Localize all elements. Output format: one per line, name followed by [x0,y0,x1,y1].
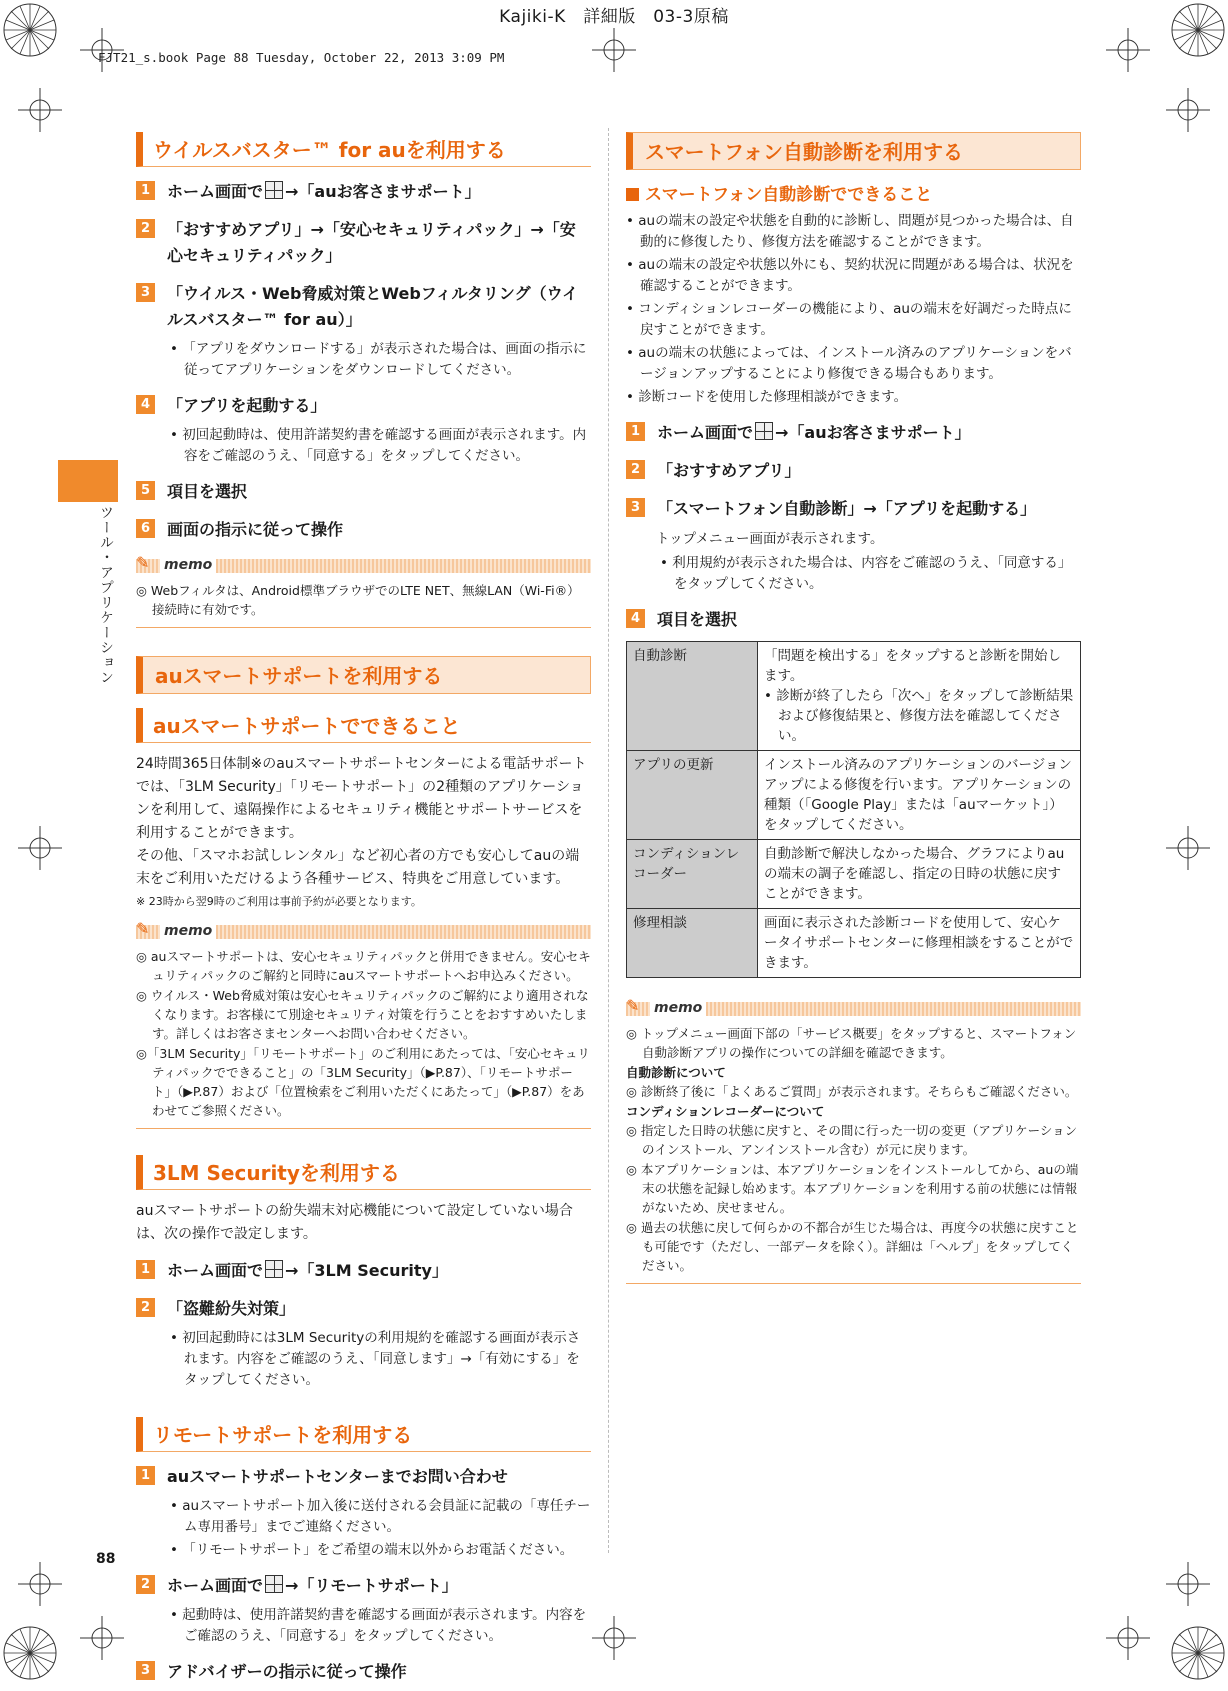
table-key: 自動診断 [627,642,758,751]
step-bullet: • 起動時は、使用許諾契約書を確認する画面が表示されます。内容をご確認のうえ、「同意する」をタップしてください。 [170,1607,587,1644]
right-column [626,132,1081,1296]
feature-bullet: • auの端末の状態によっては、インストール済みのアプリケーションをバージョンアップすることにより修復できる場合もあります。 [626,345,1072,382]
memo-item: ◎ 本アプリケーションは、本アプリケーションをインストールしてから、auの端末の状態を記録し始めます。本アプリケーションを利用する前の状態には情報がないため、戻せません。 [626,1162,1079,1215]
registration-mark-bottom-left [2,1625,58,1681]
crosshair-mark-right-upper [1166,88,1210,132]
step [136,517,591,543]
step-number: 2 [136,1575,155,1594]
feature-bullet: • auの端末の設定や状態を自動的に診断し、問題が見つかった場合は、自動的に修復したり、修復方法を確認することができます。 [626,213,1074,250]
memo-item: ◎「3LM Security」「リモートサポート」のご利用にあたっては、「安心セキュリティパックでできること」の「3LM Security」（▶P.87）、「リモートサポート」（▶P.87）および「位置検索をご利用いただくにあたって」（▶P.87）をあわせてご参照ください。 [136,1046,590,1118]
step-number: 4 [136,395,155,414]
step-number: 3 [626,498,645,517]
crosshair-mark-top-right [1106,28,1150,72]
pencil-icon: ✎ [136,919,150,938]
section-title-remote-support: リモートサポートを利用する [136,1417,591,1452]
step-number: 2 [626,460,645,479]
memo-header: ✎ memo [136,923,591,943]
column-divider [608,128,609,1553]
step-number: 1 [136,1260,155,1279]
step-text: ホーム画面で →「auお客さまサポート」 [167,182,481,201]
step-number: 3 [136,283,155,302]
step [136,1296,591,1322]
feature-bullet: • 診断コードを使用した修理相談ができます。 [626,389,908,405]
step-bullet: • 利用規約が表示された場合は、内容をご確認のうえ、「同意する」をタップしてください。 [660,555,1072,592]
memo-item: ◎ トップメニュー画面下部の「サービス概要」をタップすると、スマートフォン自動診断アプリの操作についての詳細を確認できます。 [626,1026,1077,1060]
step [136,217,591,269]
step-number: 2 [136,219,155,238]
table-row [627,909,1081,978]
subsection-title: スマートフォン自動診断でできること [626,180,1081,205]
section-title-au-smart-support: auスマートサポートを利用する [136,656,591,694]
step [626,496,1081,522]
step-number: 2 [136,1298,155,1317]
crosshair-mark-top-left [80,28,124,72]
section-title-3lm-security: 3LM Securityを利用する [136,1155,591,1190]
registration-mark-top-right [1170,2,1226,58]
memo-subheading: コンディションレコーダーについて [626,1104,825,1119]
step-text: 項目を選択 [657,610,738,629]
step-number: 1 [626,422,645,441]
step [626,420,1081,446]
options-table [626,641,1081,978]
feature-bullet: • auの端末の設定や状態以外にも、契約状況に問題がある場合は、状況を確認することができます。 [626,257,1074,294]
table-row [627,840,1081,909]
table-key: 修理相談 [627,909,758,978]
page-number: 88 [96,1551,116,1567]
step [136,281,591,333]
crosshair-mark-bottom-center [592,1616,636,1660]
step [626,458,1081,484]
crosshair-mark-bottom-left [80,1616,124,1660]
step-text: 「おすすめアプリ」→「安心セキュリティパック」→「安心セキュリティパック」 [167,220,576,265]
table-value: 自動診断で解決しなかった場合、グラフによりauの端末の調子を確認し、指定の日時の状態に戻すことができます。 [758,840,1081,909]
chapter-tab-label: ツール・アプリケーション [98,505,114,685]
table-value: インストール済みのアプリケーションのバージョンアップによる修復を行います。アプリケーションの種類（「Google Play」または「auマーケット」）をタップしてください。 [758,751,1081,840]
step [136,1258,591,1284]
document-title: Kajiki-K 詳細版 03-3原稿 [499,7,729,27]
step-number: 1 [136,1466,155,1485]
table-row [627,642,1081,751]
step [136,1464,591,1490]
memo-subheading: 自動診断について [626,1065,726,1080]
body-text: その他、「スマホお試しレンタル」など初心者の方でも安心してauの端末をご利用いただけるよう各種サービス、特典をご用意しています。 [136,848,580,887]
step-text: ホーム画面で →「3LM Security」 [167,1261,448,1280]
step-bullet: • 「アプリをダウンロードする」が表示された場合は、画面の指示に従ってアプリケーションをダウンロードしてください。 [170,341,587,378]
step-number: 4 [626,609,645,628]
step-number: 5 [136,481,155,500]
memo-item: ◎ ウイルス・Web脅威対策は安心セキュリティパックのご解約により適用されなくなります。お客様にて別途セキュリティ対策を行うことをおすすめいたします。詳しくはお客さまセンターへお問い合わせください。 [136,988,589,1041]
step-number: 1 [136,181,155,200]
book-info-line: FJT21_s.book Page 88 Tuesday, October 22, 2013 3:09 PM [98,50,505,65]
section-title-virusbuster: ウイルスバスター™ for auを利用する [136,132,591,167]
step-text: 「ウイルス・Web脅威対策とWebフィルタリング（ウイルスバスター™ for au）」 [167,284,579,329]
step-number: 3 [136,1661,155,1680]
pencil-icon: ✎ [626,996,640,1015]
step-description: トップメニュー画面が表示されます。 [656,531,884,547]
step [136,1573,591,1599]
memo-header: ✎ memo [136,557,591,577]
section-title-auto-diagnosis: スマートフォン自動診断を利用する [626,132,1081,170]
home-apps-icon [265,1260,283,1278]
step-text: 画面の指示に従って操作 [167,520,344,539]
registration-mark-bottom-right [1170,1625,1226,1681]
step-text: auスマートサポートセンターまでお問い合わせ [167,1467,508,1486]
step-bullet: • 初回起動時には3LM Securityの利用規約を確認する画面が表示されます。内容をご確認のうえ、「同意します」→「有効にする」をタップしてください。 [170,1330,581,1388]
memo-item: ◎ auスマートサポートは、安心セキュリティパックと併用できません。安心セキュリティパックのご解約と同時にauスマートサポートへお申込みください。 [136,949,591,983]
chapter-tab [58,460,118,502]
crosshair-mark-right-lower [1166,1562,1210,1606]
step [136,1659,591,1685]
crosshair-mark-top-center [592,28,636,72]
footnote: ※ 23時から翌9時のご利用は事前予約が必要となります。 [136,895,422,908]
subsection-title: auスマートサポートでできること [136,708,591,743]
feature-bullet: • コンディションレコーダーの機能により、auの端末を好調だった時点に戻すことができます。 [626,301,1072,338]
crosshair-mark-left-upper [18,88,62,132]
step-text: 「おすすめアプリ」 [657,461,801,480]
step [626,607,1081,633]
table-value: 画面に表示された診断コードを使用して、安心ケータイサポートセンターに修理相談をすることができます。 [758,909,1081,978]
crosshair-mark-left-middle [18,826,62,870]
registration-mark-top-left [2,2,58,58]
table-key: アプリの更新 [627,751,758,840]
body-text: auスマートサポートの紛失端末対応機能について設定していない場合は、次の操作で設定します。 [136,1203,573,1242]
body-text: 24時間365日体制※のauスマートサポートセンターによる電話サポートでは、「3LM Security」「リモートサポート」の2種類のアプリケーションを利用して、遠隔操作によるセキュリティ機能とサポートサービスを利用することができます。 [136,756,587,841]
table-value: 「問題を検出する」をタップすると診断を開始します。 • 診断が終了したら「次へ」をタップして診断結果および修復結果と、修復方法を確認してください。 [758,642,1081,751]
step [136,179,591,205]
memo-item: ◎ 過去の状態に戻して何らかの不都合が生じた場合は、再度今の状態に戻すことも可能です（ただし、一部データを除く）。詳細は「ヘルプ」をタップしてください。 [626,1220,1079,1273]
step-number: 6 [136,519,155,538]
step-text: 「スマートフォン自動診断」→「アプリを起動する」 [657,499,1037,518]
memo-header: ✎ memo [626,1000,1081,1020]
home-apps-icon [265,181,283,199]
crosshair-mark-bottom-right [1106,1616,1150,1660]
step-text: ホーム画面で →「auお客さまサポート」 [657,423,971,442]
crosshair-mark-left-lower [18,1562,62,1606]
memo-item: ◎ 指定した日時の状態に戻すと、その間に行った一切の変更（アプリケーションのインストール、アンインストール含む）が元に戻ります。 [626,1123,1078,1157]
crosshair-mark-right-middle [1166,826,1210,870]
step-text: 項目を選択 [167,482,248,501]
step-bullet: • 初回起動時は、使用許諾契約書を確認する画面が表示されます。内容をご確認のうえ、「同意する」をタップしてください。 [170,427,587,464]
step-text: 「アプリを起動する」 [167,396,327,415]
step-bullet: • 「リモートサポート」をご希望の端末以外からお電話ください。 [170,1542,574,1558]
pencil-icon: ✎ [136,553,150,572]
table-row [627,751,1081,840]
step [136,479,591,505]
left-column [136,132,591,1691]
home-apps-icon [755,422,773,440]
step-text: アドバイザーの指示に従って操作 [167,1662,407,1681]
memo-item: ◎ Webフィルタは、Android標準ブラウザでのLTE NET、無線LAN（Wi-Fi®）接続時に有効です。 [136,583,580,617]
memo-item: ◎ 診断終了後に「よくあるご質問」が表示されます。そちらもご確認ください。 [626,1084,1078,1099]
step [136,393,591,419]
step-bullet: • auスマートサポート加入後に送付される会員証に記載の「専任チーム専用番号」までご連絡ください。 [170,1498,591,1535]
square-bullet-icon [626,188,639,201]
table-key: コンディションレコーダー [627,840,758,909]
step-text: ホーム画面で →「リモートサポート」 [167,1576,458,1595]
home-apps-icon [265,1575,283,1593]
step-text: 「盗難紛失対策」 [167,1299,296,1318]
